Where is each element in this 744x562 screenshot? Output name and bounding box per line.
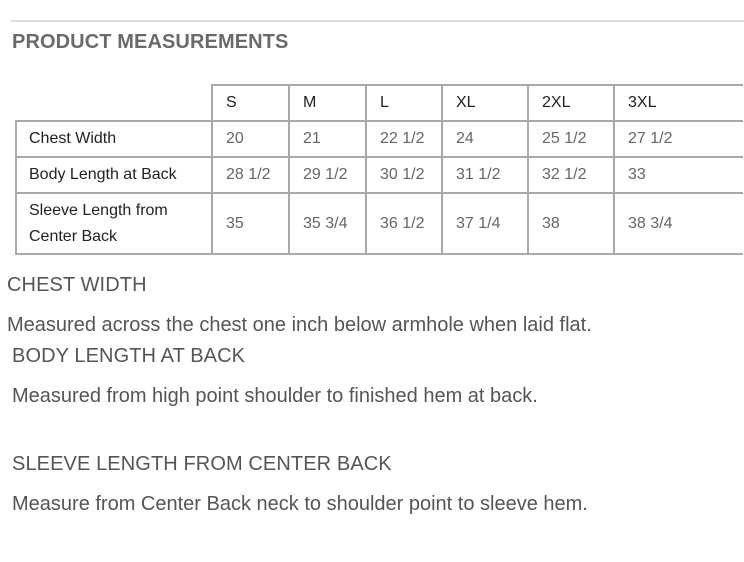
table-cell: 35 <box>212 193 289 254</box>
table-row-body-length <box>16 157 743 193</box>
row-label: Body Length at Back <box>16 157 212 193</box>
size-header-l: L <box>366 85 442 121</box>
size-header-xl: XL <box>442 85 528 121</box>
chest-width-description: Measured across the chest one inch below armhole when laid flat. <box>7 314 592 336</box>
size-header-row <box>16 85 743 121</box>
table-cell: 20 <box>212 121 289 157</box>
chest-width-title: CHEST WIDTH <box>7 274 147 296</box>
table-cell: 29 1/2 <box>289 157 366 193</box>
body-length-description: Measured from high point shoulder to finished hem at back. <box>12 385 538 407</box>
table-cell: 31 1/2 <box>442 157 528 193</box>
table-cell: 24 <box>442 121 528 157</box>
size-header-m: M <box>289 85 366 121</box>
table-cell: 35 3/4 <box>289 193 366 254</box>
table-cell: 28 1/2 <box>212 157 289 193</box>
table-cell: 33 <box>614 157 743 193</box>
size-header-s: S <box>212 85 289 121</box>
table-cell: 21 <box>289 121 366 157</box>
size-header-3xl: 3XL <box>614 85 743 121</box>
table-cell: 27 1/2 <box>614 121 743 157</box>
sleeve-length-description: Measure from Center Back neck to shoulder point to sleeve hem. <box>12 493 588 515</box>
row-label: Chest Width <box>16 121 212 157</box>
row-label: Sleeve Length from Center Back <box>16 193 212 254</box>
top-divider <box>11 20 744 22</box>
sleeve-length-title: SLEEVE LENGTH FROM CENTER BACK <box>12 453 392 475</box>
table-cell: 22 1/2 <box>366 121 442 157</box>
section-title: PRODUCT MEASUREMENTS <box>12 31 289 53</box>
header-corner-cell <box>16 85 212 121</box>
size-header-2xl: 2XL <box>528 85 614 121</box>
table-cell: 32 1/2 <box>528 157 614 193</box>
table-cell: 30 1/2 <box>366 157 442 193</box>
measurements-table <box>15 84 743 255</box>
table-row-sleeve-length <box>16 193 743 254</box>
table-cell: 37 1/4 <box>442 193 528 254</box>
table-cell: 38 <box>528 193 614 254</box>
body-length-title: BODY LENGTH AT BACK <box>12 345 246 367</box>
table-cell: 36 1/2 <box>366 193 442 254</box>
table-cell: 38 3/4 <box>614 193 743 254</box>
table-cell: 25 1/2 <box>528 121 614 157</box>
table-row-chest-width <box>16 121 743 157</box>
measurements-table-container <box>15 84 743 255</box>
